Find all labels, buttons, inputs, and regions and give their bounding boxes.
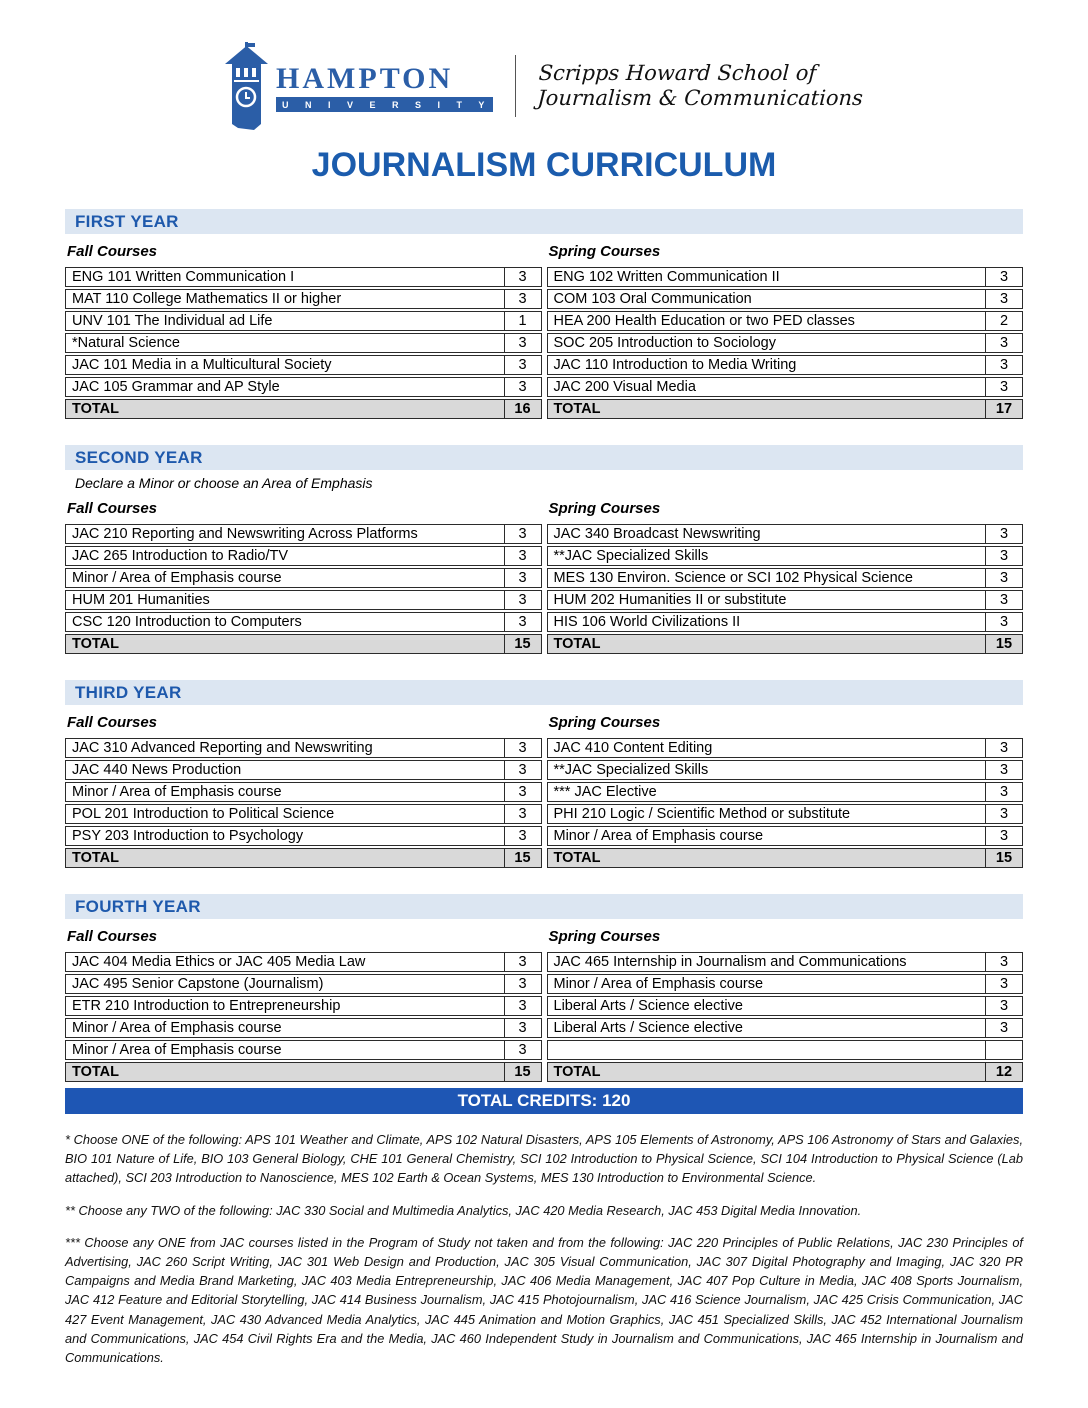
- course-row: [65, 952, 542, 972]
- total-credits-value: 15: [985, 849, 1022, 867]
- school-name-line2: Journalism & Communications: [537, 86, 864, 110]
- course-credits: 3: [504, 783, 541, 801]
- course-credits: 3: [504, 268, 541, 286]
- spring-courses-label: Spring Courses: [548, 928, 661, 945]
- course-credits: 3: [985, 805, 1022, 823]
- course-row: [65, 289, 542, 309]
- total-label: TOTAL: [72, 850, 119, 866]
- course-credits: 3: [504, 975, 541, 993]
- course-credits: 1: [504, 312, 541, 330]
- course-name: HUM 202 Humanities II or substitute: [553, 592, 787, 608]
- course-credits: 3: [504, 739, 541, 757]
- course-credits: [985, 1041, 1022, 1059]
- course-credits: 3: [985, 290, 1022, 308]
- course-credits: 3: [985, 378, 1022, 396]
- university-name: HAMPTON: [276, 62, 454, 95]
- course-row: [547, 311, 1024, 331]
- footnotes: [65, 1130, 1023, 1367]
- course-row: [65, 760, 542, 780]
- course-row: [65, 1018, 542, 1038]
- fall-courses-label: Fall Courses: [67, 714, 158, 731]
- course-name: PSY 203 Introduction to Psychology: [72, 828, 304, 844]
- course-name: JAC 101 Media in a Multicultural Society: [72, 357, 332, 373]
- course-row: [547, 738, 1024, 758]
- total-credits-value: 16: [504, 400, 541, 418]
- course-name: Minor / Area of Emphasis course: [72, 1042, 282, 1058]
- spring-courses-label: Spring Courses: [548, 714, 661, 731]
- course-name: PHI 210 Logic / Scientific Method or substitute: [553, 806, 851, 822]
- course-row: [547, 804, 1024, 824]
- course-row: [65, 974, 542, 994]
- course-row: [547, 1018, 1024, 1038]
- course-name: COM 103 Oral Communication: [553, 291, 752, 307]
- spring-column: [547, 921, 1024, 1084]
- section-header-band: [65, 445, 1023, 470]
- course-credits: 3: [504, 569, 541, 587]
- course-credits: 3: [504, 334, 541, 352]
- course-name: Minor / Area of Emphasis course: [72, 784, 282, 800]
- section-second-year: [65, 445, 1023, 656]
- course-row: [65, 333, 542, 353]
- spring-course-table: [547, 524, 1024, 654]
- course-credits: 3: [504, 761, 541, 779]
- course-row: [547, 974, 1024, 994]
- course-name: MES 130 Environ. Science or SCI 102 Physical Science: [553, 570, 913, 586]
- hampton-university-logo: [224, 42, 493, 130]
- course-row: [65, 996, 542, 1016]
- course-name: CSC 120 Introduction to Computers: [72, 614, 302, 630]
- total-credits-bar: TOTAL CREDITS: 120: [65, 1088, 1023, 1114]
- course-credits: 3: [504, 290, 541, 308]
- fall-course-table: [65, 952, 542, 1082]
- course-name: JAC 495 Senior Capstone (Journalism): [72, 976, 324, 992]
- course-credits: 3: [504, 805, 541, 823]
- total-credits-value: 17: [985, 400, 1022, 418]
- course-credits: 3: [985, 569, 1022, 587]
- course-credits: 3: [504, 953, 541, 971]
- content-area: [65, 209, 1023, 1367]
- course-row: [547, 760, 1024, 780]
- brand-divider: [515, 55, 516, 117]
- course-credits: 3: [504, 827, 541, 845]
- fall-column: [65, 236, 542, 421]
- course-row: [547, 377, 1024, 397]
- total-row: [547, 848, 1024, 868]
- total-row: [547, 1062, 1024, 1082]
- course-row: [547, 996, 1024, 1016]
- course-name: JAC 410 Content Editing: [553, 740, 713, 756]
- total-label: TOTAL: [553, 1064, 601, 1080]
- total-row: [547, 399, 1024, 419]
- total-label: TOTAL: [553, 401, 601, 417]
- total-credits-value: 15: [504, 1063, 541, 1081]
- section-header-band: [65, 894, 1023, 919]
- course-name: Liberal Arts / Science elective: [553, 998, 743, 1014]
- course-credits: 3: [985, 953, 1022, 971]
- course-credits: 3: [985, 1019, 1022, 1037]
- course-credits: 3: [504, 613, 541, 631]
- footnote-three-asterisks: *** Choose any ONE from JAC courses listed in the Program of Study not taken and from the following: JAC 220 Principles of Public Relations, JAC 230 Principles of Advertising, JAC 260 Script Writing, JAC 301 Web Design and Production, JAC 305 Visual Communication, JAC 307 Digital Photography and Imaging, JAC 320 PR Campaigns and Media Brand Marketing, JAC 403 Media Entrepreneurship, JAC 406 Media Management, JAC 407 Pop Culture in Media, JAC 408 Sports Journalism, JAC 412 Feature and Editorial Storytelling, JAC 414 Business Journalism, JAC 415 Photojournalism, JAC 416 Science Journalism, JAC 425 Crisis Communication, JAC 427 Event Management, JAC 430 Advanced Media Analytics, JAC 445 Animation and Motion Graphics, JAC 451 Specialized Skills, JAC 452 International Journalism and Communications, JAC 454 Civil Rights Era and the Media, JAC 460 Independent Study in Journalism and Communications, JAC 465 Internship in Journalism and Communications.: [65, 1234, 1023, 1365]
- course-name: Liberal Arts / Science elective: [553, 1020, 743, 1036]
- course-name: JAC 265 Introduction to Radio/TV: [72, 548, 289, 564]
- spring-column: [547, 236, 1024, 421]
- course-credits: 3: [504, 1041, 541, 1059]
- total-row: [65, 634, 542, 654]
- total-row: [65, 1062, 542, 1082]
- course-row: [547, 333, 1024, 353]
- semester-columns: [65, 707, 1023, 870]
- section-header-band: [65, 209, 1023, 234]
- course-credits: 3: [985, 975, 1022, 993]
- total-credits-value: 12: [985, 1063, 1022, 1081]
- total-row: [65, 399, 542, 419]
- course-row: [65, 782, 542, 802]
- footnote-one-asterisk: * Choose ONE of the following: APS 101 Weather and Climate, APS 102 Natural Disasters, APS 105 Elements of Astronomy, APS 106 Astronomy of Stars and Galaxies, BIO 101 Nature of Life, BIO 103 General Biology, CHE 101 General Chemistry, SCI 102 Introduction to Physical Science, SCI 104 Introduction to Physical Science (Lab attached), SCI 203 Introduction to Nanoscience, MES 102 Earth & Ocean Systems, MES 130 Introduction to Environmental Science.: [65, 1132, 1023, 1186]
- course-name: SOC 205 Introduction to Sociology: [553, 335, 776, 351]
- course-name: Minor / Area of Emphasis course: [72, 570, 282, 586]
- course-credits: 3: [504, 547, 541, 565]
- course-name: [548, 1041, 986, 1059]
- school-name-line1: Scripps Howard School of: [538, 60, 818, 85]
- total-label: TOTAL: [72, 1064, 119, 1080]
- fall-column: [65, 707, 542, 870]
- course-row: [65, 590, 542, 610]
- total-label: TOTAL: [553, 850, 601, 866]
- course-name: JAC 210 Reporting and Newswriting Across Platforms: [72, 526, 418, 542]
- spring-course-table: [547, 952, 1024, 1082]
- page-title: JOURNALISM CURRICULUM: [311, 146, 777, 184]
- course-name: JAC 465 Internship in Journalism and Communications: [553, 954, 907, 970]
- section-title: FIRST YEAR: [75, 211, 179, 231]
- course-row: [65, 804, 542, 824]
- course-credits: 2: [985, 312, 1022, 330]
- total-label: TOTAL: [72, 401, 119, 417]
- course-name: Minor / Area of Emphasis course: [553, 828, 764, 844]
- course-credits: 3: [504, 591, 541, 609]
- course-name: HUM 201 Humanities: [72, 592, 210, 608]
- course-row: [547, 289, 1024, 309]
- total-row: [547, 634, 1024, 654]
- course-row: [547, 590, 1024, 610]
- course-name: JAC 404 Media Ethics or JAC 405 Media Law: [72, 954, 366, 970]
- course-name: ETR 210 Introduction to Entrepreneurship: [72, 998, 341, 1014]
- section-fourth-year: [65, 894, 1023, 1084]
- course-name: MAT 110 College Mathematics II or higher: [72, 291, 342, 307]
- section-title: SECOND YEAR: [75, 447, 203, 467]
- semester-columns: [65, 236, 1023, 421]
- section-title: THIRD YEAR: [75, 682, 182, 702]
- course-row: [65, 377, 542, 397]
- course-name: Minor / Area of Emphasis course: [72, 1020, 282, 1036]
- course-row: [65, 738, 542, 758]
- course-credits: 3: [985, 827, 1022, 845]
- course-name: JAC 110 Introduction to Media Writing: [553, 357, 797, 373]
- university-subtitle: U N I V E R S I T Y: [276, 97, 493, 112]
- total-row: [65, 848, 542, 868]
- fall-course-table: [65, 267, 542, 419]
- course-credits: 3: [985, 739, 1022, 757]
- course-name: *** JAC Elective: [553, 784, 657, 800]
- course-credits: 3: [985, 525, 1022, 543]
- course-row: [547, 782, 1024, 802]
- course-credits: 3: [504, 356, 541, 374]
- semester-columns: [65, 493, 1023, 656]
- course-row: [65, 267, 542, 287]
- spring-course-table: [547, 267, 1024, 419]
- section-third-year: [65, 680, 1023, 870]
- total-label: TOTAL: [72, 636, 119, 652]
- course-credits: 3: [985, 591, 1022, 609]
- course-row: [547, 524, 1024, 544]
- footnote-two-asterisks: ** Choose any TWO of the following: JAC 330 Social and Multimedia Analytics, JAC 420 Media Research, JAC 453 Digital Media Innovation.: [65, 1202, 862, 1218]
- course-name: JAC 310 Advanced Reporting and Newswriting: [72, 740, 373, 756]
- fall-courses-label: Fall Courses: [67, 243, 158, 260]
- course-name: POL 201 Introduction to Political Science: [72, 806, 335, 822]
- course-credits: 3: [985, 334, 1022, 352]
- spring-courses-label: Spring Courses: [548, 500, 661, 517]
- course-row: [65, 1040, 542, 1060]
- section-header-band: [65, 680, 1023, 705]
- section-first-year: [65, 209, 1023, 421]
- logo-wordmark: [276, 64, 493, 112]
- section-subtitle: Declare a Minor or choose an Area of Emphasis: [75, 475, 373, 491]
- spring-column: [547, 493, 1024, 656]
- course-credits: 3: [504, 525, 541, 543]
- school-name: [537, 61, 865, 111]
- spring-course-table: [547, 738, 1024, 868]
- spring-column: [547, 707, 1024, 870]
- fall-course-table: [65, 738, 542, 868]
- total-credits-value: 15: [504, 849, 541, 867]
- course-name: JAC 440 News Production: [72, 762, 242, 778]
- fall-courses-label: Fall Courses: [67, 500, 158, 517]
- course-row: [547, 267, 1024, 287]
- course-name: JAC 340 Broadcast Newswriting: [553, 526, 761, 542]
- course-row: [65, 612, 542, 632]
- course-row: [65, 311, 542, 331]
- fall-column: [65, 493, 542, 656]
- course-row: [65, 355, 542, 375]
- course-name: *Natural Science: [72, 335, 180, 351]
- course-credits: 3: [985, 997, 1022, 1015]
- course-name: ENG 102 Written Communication II: [553, 269, 780, 285]
- course-row: [65, 546, 542, 566]
- course-row: [547, 355, 1024, 375]
- course-name: Minor / Area of Emphasis course: [553, 976, 764, 992]
- course-name: HEA 200 Health Education or two PED classes: [553, 313, 855, 329]
- course-credits: 3: [504, 1019, 541, 1037]
- course-name: UNV 101 The Individual ad Life: [72, 313, 273, 329]
- course-row: [65, 568, 542, 588]
- course-name: ENG 101 Written Communication I: [72, 269, 295, 285]
- section-title: FOURTH YEAR: [75, 896, 201, 916]
- course-credits: 3: [985, 268, 1022, 286]
- fall-column: [65, 921, 542, 1084]
- course-credits: 3: [504, 997, 541, 1015]
- course-row: [547, 952, 1024, 972]
- spring-courses-label: Spring Courses: [548, 243, 661, 260]
- clock-tower-icon: [224, 42, 272, 130]
- course-row: [547, 546, 1024, 566]
- course-credits: 3: [985, 613, 1022, 631]
- course-row: [547, 1040, 1024, 1060]
- total-credits-value: 15: [985, 635, 1022, 653]
- course-credits: 3: [985, 761, 1022, 779]
- course-credits: 3: [985, 783, 1022, 801]
- course-row: [65, 826, 542, 846]
- course-name: JAC 105 Grammar and AP Style: [72, 379, 280, 395]
- course-row: [65, 524, 542, 544]
- total-credits-value: 15: [504, 635, 541, 653]
- course-credits: 3: [504, 378, 541, 396]
- course-credits: 3: [985, 356, 1022, 374]
- course-row: [547, 568, 1024, 588]
- fall-course-table: [65, 524, 542, 654]
- course-name: JAC 200 Visual Media: [553, 379, 696, 395]
- fall-courses-label: Fall Courses: [67, 928, 158, 945]
- header-brand: [0, 0, 1088, 130]
- course-credits: 3: [985, 547, 1022, 565]
- course-name: **JAC Specialized Skills: [553, 548, 709, 564]
- semester-columns: [65, 921, 1023, 1084]
- course-row: [547, 612, 1024, 632]
- course-row: [547, 826, 1024, 846]
- course-name: **JAC Specialized Skills: [553, 762, 709, 778]
- course-name: HIS 106 World Civilizations II: [553, 614, 741, 630]
- total-label: TOTAL: [553, 636, 601, 652]
